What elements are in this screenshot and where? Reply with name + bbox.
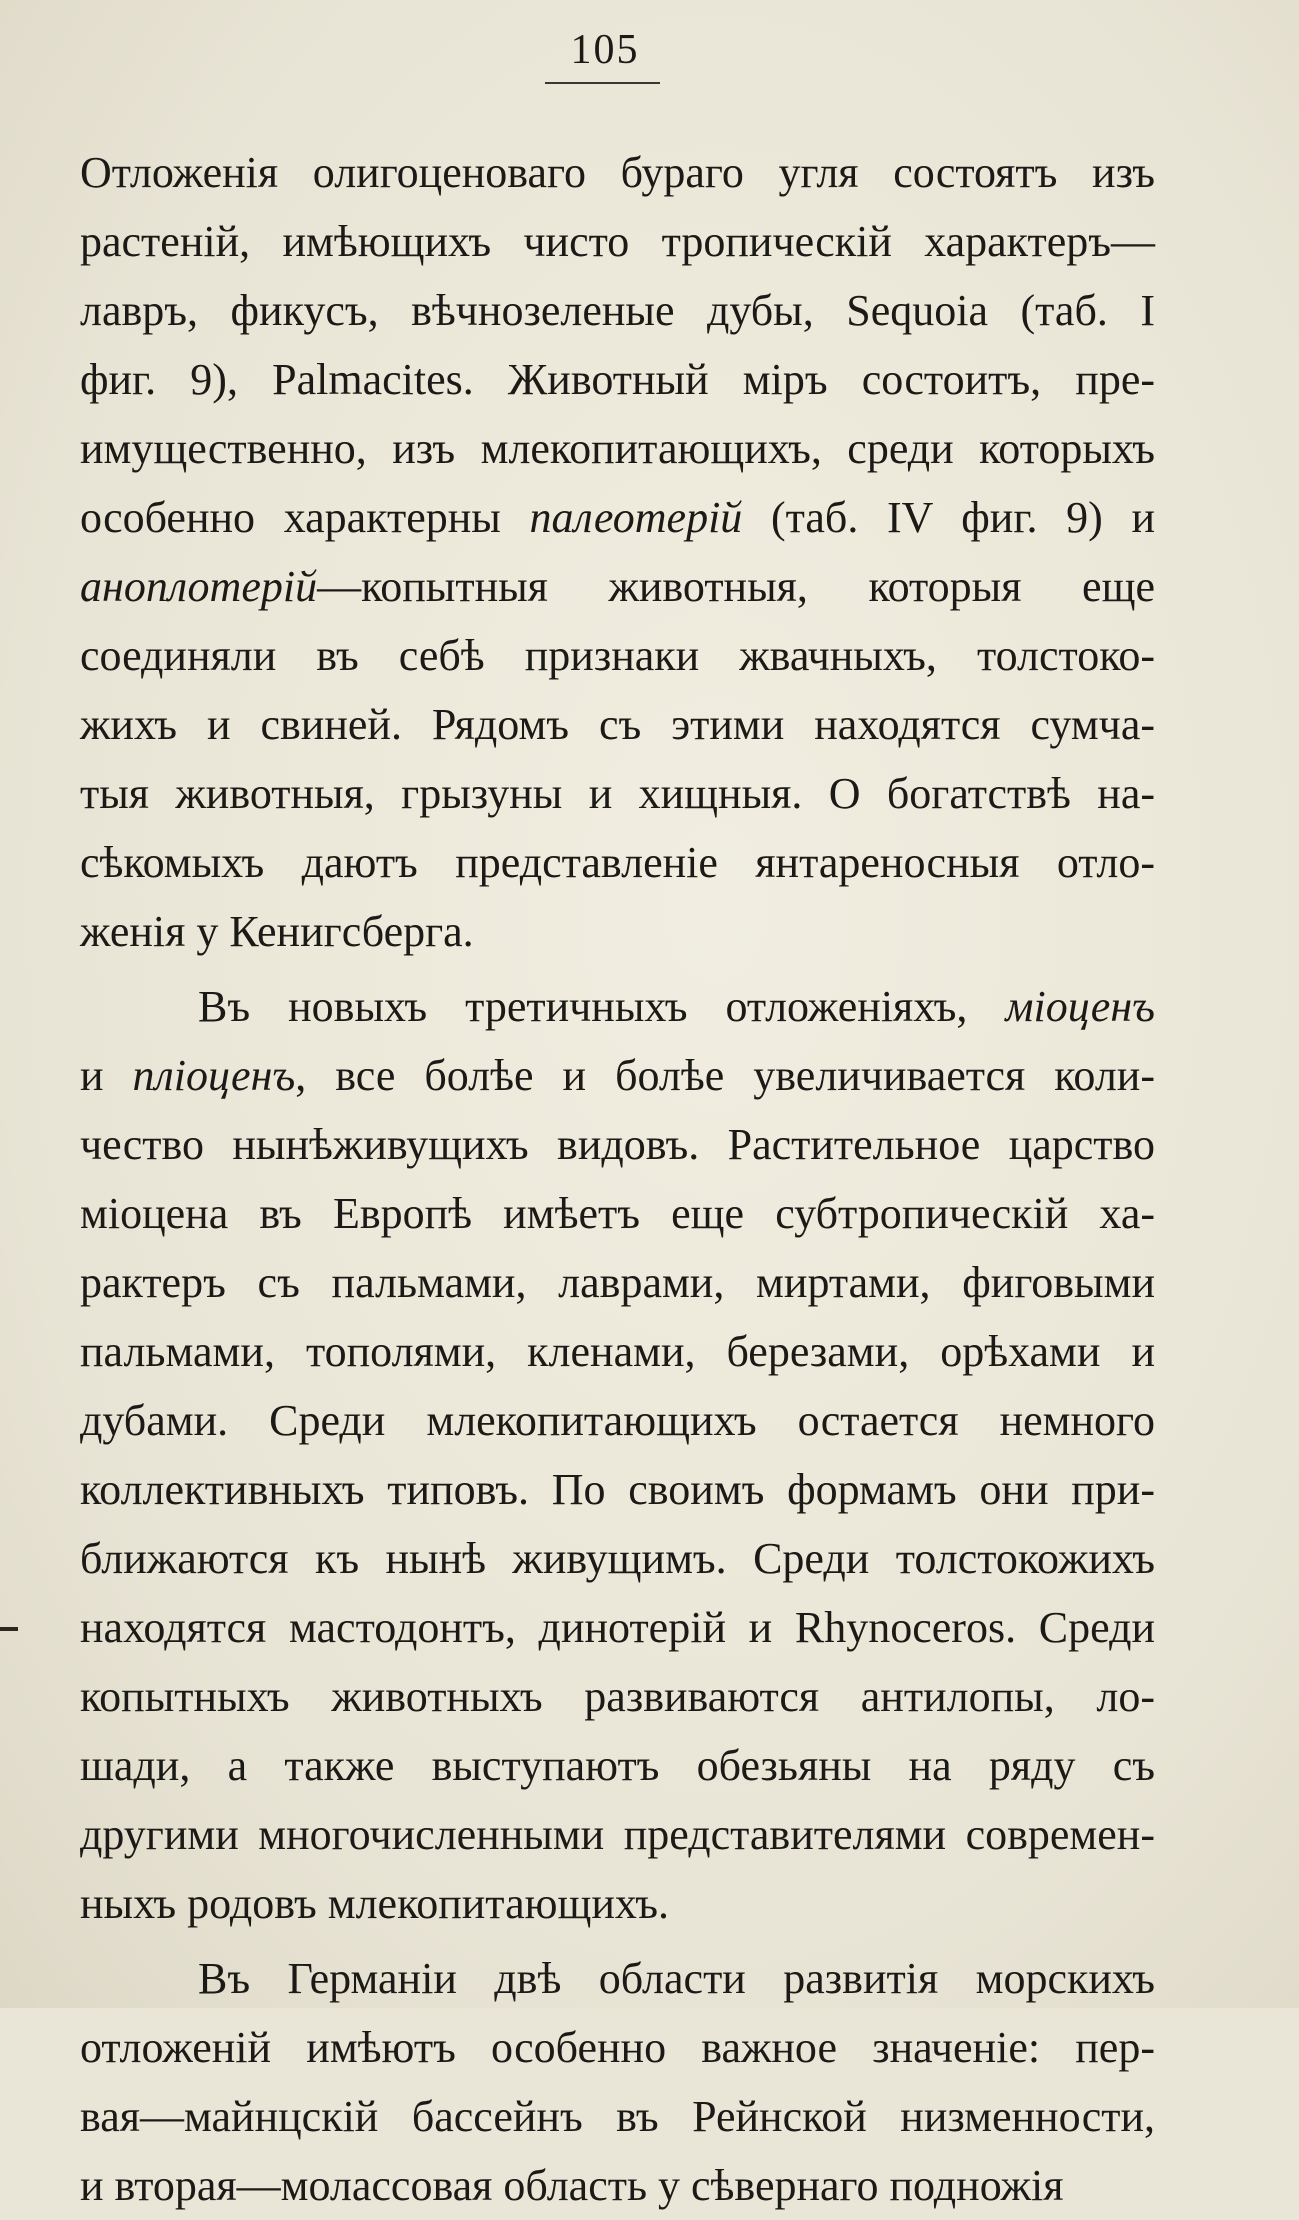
text-run: Въ Германіи двѣ области развитія морскихъ <box>198 1954 1155 2003</box>
text-line <box>80 1662 1155 1731</box>
text-line <box>80 759 1155 828</box>
text-run: рактеръ съ пальмами, лаврами, миртами, фиговыми <box>80 1258 1155 1307</box>
text-line <box>80 2013 1155 2082</box>
text-run: , все болѣе и болѣе увеличивается коли- <box>295 1051 1155 1100</box>
text-run: чество нынѣживущихъ видовъ. Растительное царство <box>80 1120 1155 1169</box>
text-run: ныхъ родовъ млекопитающихъ. <box>80 1879 669 1928</box>
text-run: Въ новыхъ третичныхъ отложеніяхъ, <box>198 982 1006 1031</box>
italic-term: палеотерій <box>529 493 743 542</box>
margin-mark <box>0 1627 18 1631</box>
text-run: отложеній имѣютъ особенно важное значеніе: пер- <box>80 2023 1155 2072</box>
text-run: дубами. Среди млекопитающихъ остается немного <box>80 1396 1155 1445</box>
text-line <box>80 690 1155 759</box>
text-line <box>80 207 1155 276</box>
italic-term: пліоценъ <box>132 1051 296 1100</box>
text-line <box>80 1248 1155 1317</box>
text-line <box>80 483 1155 552</box>
text-line <box>80 1179 1155 1248</box>
italic-term: міоценъ <box>1005 982 1155 1031</box>
text-line <box>80 1731 1155 1800</box>
paragraph <box>80 972 1155 1938</box>
text-line <box>80 621 1155 690</box>
text-line <box>80 414 1155 483</box>
text-line <box>80 138 1155 207</box>
text-run: (таб. IV фиг. 9) и <box>742 493 1155 542</box>
body-text <box>80 138 1155 2220</box>
text-run: шади, а также выступаютъ обезьяны на ряду съ <box>80 1741 1155 1790</box>
text-run: пальмами, тополями, кленами, березами, орѣхами и <box>80 1327 1155 1376</box>
text-run: жихъ и свиней. Рядомъ съ этими находятся сумча- <box>80 700 1155 749</box>
text-run: вая—майнцскій бассейнъ въ Рейнской низменности, <box>80 2092 1155 2141</box>
text-line <box>80 552 1155 621</box>
text-run: міоцена въ Европѣ имѣетъ еще субтропическій ха- <box>80 1189 1155 1238</box>
page-number-rule <box>545 82 660 84</box>
text-run: женія у Кенигсберга. <box>80 907 474 956</box>
text-line <box>80 828 1155 897</box>
text-run: лавръ, фикусъ, вѣчнозеленые дубы, Sequoia (таб. I <box>80 286 1155 335</box>
text-line <box>80 1800 1155 1869</box>
italic-term: аноплотерій <box>80 562 318 611</box>
text-run: другими многочисленными представителями современ- <box>80 1810 1155 1859</box>
text-run: сѣкомыхъ даютъ представленіе янтареносныя отло- <box>80 838 1155 887</box>
text-line <box>80 2151 1155 2220</box>
text-line <box>80 972 1155 1041</box>
text-run: и вторая—молассовая область у сѣвернаго подножія <box>80 2161 1064 2210</box>
paragraph <box>80 138 1155 966</box>
text-run: находятся мастодонтъ, динотерій и Rhynoceros. Среди <box>80 1603 1155 1652</box>
text-line <box>80 1944 1155 2013</box>
text-run: Отложенія олигоценоваго бураго угля состоятъ изъ <box>80 148 1155 197</box>
text-line <box>80 1110 1155 1179</box>
text-line <box>80 1386 1155 1455</box>
text-line <box>80 1869 1155 1938</box>
page-number: 105 <box>570 27 640 73</box>
text-line <box>80 1041 1155 1110</box>
text-run: фиг. 9), Palmacites. Животный міръ состоитъ, пре- <box>80 355 1155 404</box>
text-line <box>80 1524 1155 1593</box>
text-line <box>80 1455 1155 1524</box>
paragraph <box>80 1944 1155 2220</box>
text-run: соединяли въ себѣ признаки жвачныхъ, толстоко- <box>80 631 1155 680</box>
text-run: копытныхъ животныхъ развиваются антилопы, ло- <box>80 1672 1155 1721</box>
text-run: коллективныхъ типовъ. По своимъ формамъ они при- <box>80 1465 1155 1514</box>
text-run: —копытныя животныя, которыя еще <box>317 562 1155 611</box>
text-run: имущественно, изъ млекопитающихъ, среди которыхъ <box>80 424 1155 473</box>
text-run: ближаются къ нынѣ живущимъ. Среди толстокожихъ <box>80 1534 1155 1583</box>
text-line <box>80 276 1155 345</box>
text-line <box>80 1317 1155 1386</box>
text-line <box>80 1593 1155 1662</box>
text-line <box>80 897 1155 966</box>
text-run: тыя животныя, грызуны и хищныя. О богатствѣ на- <box>80 769 1155 818</box>
text-line <box>80 2082 1155 2151</box>
text-run: особенно характерны <box>80 493 530 542</box>
text-run: растеній, имѣющихъ чисто тропическій характеръ— <box>80 217 1155 266</box>
text-line <box>80 345 1155 414</box>
text-run: и <box>80 1051 133 1100</box>
